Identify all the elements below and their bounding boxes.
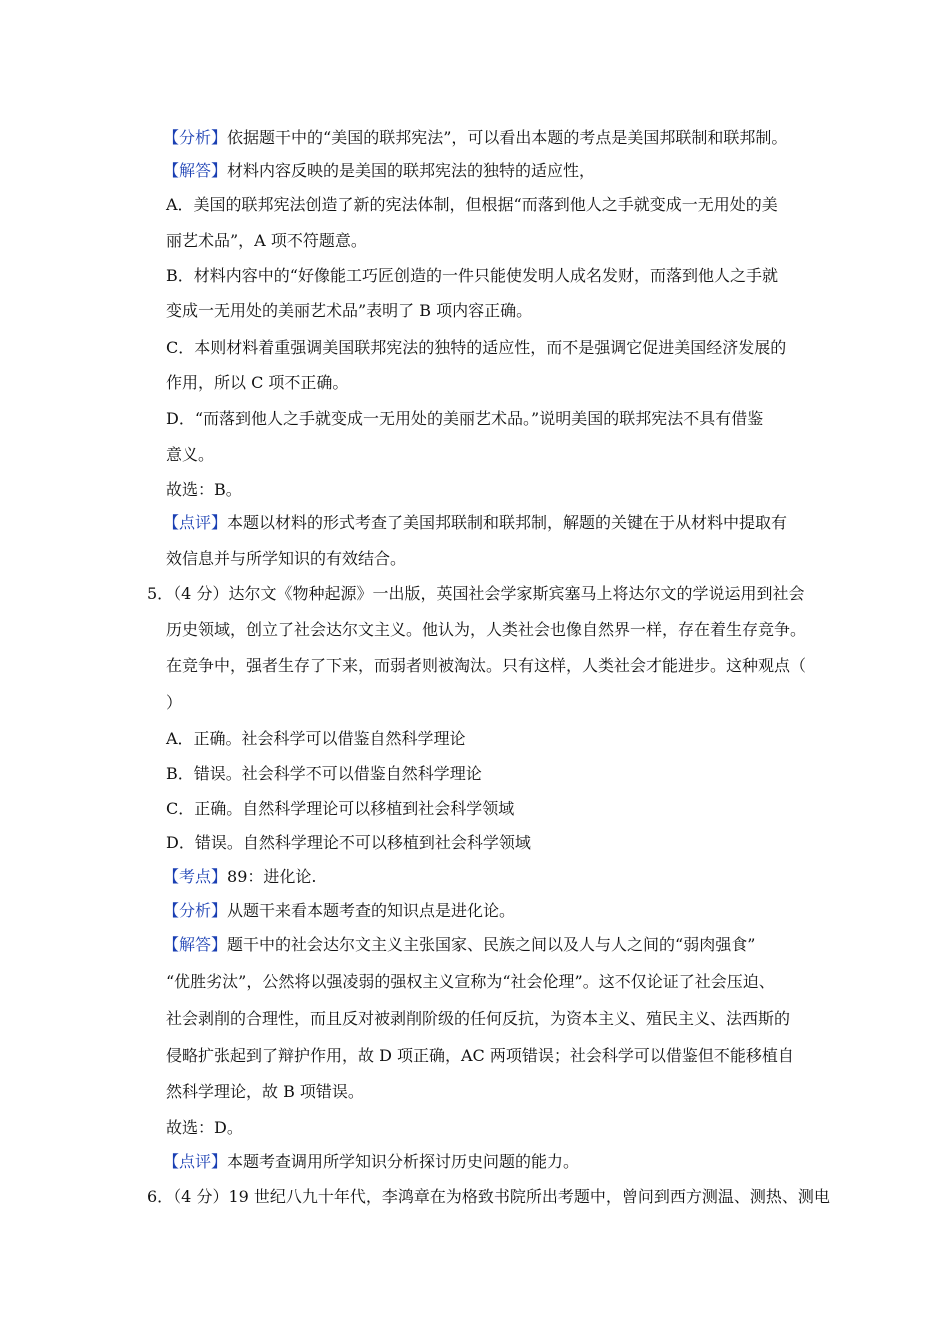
q5-option: A．正确。社会科学可以借鉴自然科学理论: [166, 729, 466, 748]
q4-comment-continued: 效信息并与所学知识的有效结合。: [166, 549, 407, 568]
q5-comment: [163, 1152, 579, 1172]
q5-analysis: [163, 901, 515, 921]
q5-stem-line: 历史领域，创立了社会达尔文主义。他认为，人类社会也像自然界一样，存在着生存竞争。: [166, 620, 807, 639]
comment-text: 本题以材料的形式考查了美国邦联制和联邦制，解题的关键在于从材料中提取有: [227, 513, 788, 532]
q4-answer: [163, 161, 595, 181]
q5-option: C．正确。自然科学理论可以移植到社会科学领域: [166, 799, 515, 818]
answer-tag: 【解答】: [163, 935, 228, 954]
q4-explanation-line: 意义。: [166, 445, 215, 464]
q4-explanation-line: 作用，所以 C 项不正确。: [166, 373, 349, 392]
q4-comment: [163, 513, 787, 533]
q5-answer-line: 社会剥削的合理性，而且反对被剥削阶级的任何反抗，为资本主义、殖民主义、法西斯的: [166, 1009, 791, 1028]
q4-choice: 故选：B。: [166, 480, 242, 499]
q5-answer-line: 然科学理论，故 B 项错误。: [166, 1082, 364, 1101]
comment-text: 本题考查调用所学知识分析探讨历史问题的能力。: [227, 1152, 580, 1171]
q5-stem-line: ）: [166, 693, 183, 712]
q5-answer-line: 侵略扩张起到了辩护作用，故 D 项正确，AC 两项错误；社会科学可以借鉴但不能移植自: [166, 1046, 794, 1065]
q4-explanation-line: C．本则材料着重强调美国联邦宪法的独特的适应性，而不是强调它促进美国经济发展的: [166, 338, 787, 357]
q4-explanation-line: A．美国的联邦宪法创造了新的宪法体制，但根据“而落到他人之手就变成一无用处的美: [166, 195, 778, 214]
q4-analysis: [163, 128, 787, 148]
q5-point: [163, 867, 316, 887]
q4-explanation-line: 变成一无用处的美丽艺术品”表明了 B 项内容正确。: [166, 301, 533, 320]
q6-stem: 6．（4 分）19 世纪八九十年代，李鸿章在为格致书院所出考题中，曾问到西方测温、测热、测电: [147, 1187, 830, 1206]
answer-text: 材料内容反映的是美国的联邦宪法的独特的适应性，: [227, 161, 596, 180]
q5-stem-line: 在竞争中，强者生存了下来，而弱者则被淘汰。只有这样，人类社会才能进步。这种观点（: [166, 656, 807, 675]
q5-choice: 故选：D。: [166, 1118, 243, 1137]
q5-stem-line: 5．（4 分）达尔文《物种起源》一出版，英国社会学家斯宾塞马上将达尔文的学说运用到社会: [147, 584, 805, 603]
q5-option: D．错误。自然科学理论不可以移植到社会科学领域: [166, 833, 531, 852]
q5-answer-line: “优胜劣汰”，公然将以强凌弱的强权主义宣称为“社会伦理”。这不仅论证了社会压迫、: [166, 972, 775, 991]
comment-tag: 【点评】: [163, 1152, 228, 1171]
analysis-tag: 【分析】: [163, 128, 228, 147]
analysis-text: 从题干来看本题考查的知识点是进化论。: [227, 901, 516, 920]
q5-answer: [163, 935, 755, 955]
q4-explanation-line: B．材料内容中的“好像能工巧匠创造的一件只能使发明人成名发财，而落到他人之手就: [166, 266, 778, 285]
q5-option: B．错误。社会科学不可以借鉴自然科学理论: [166, 764, 482, 783]
point-tag: 【考点】: [163, 867, 228, 886]
answer-text: 题干中的社会达尔文主义主张国家、民族之间以及人与人之间的“弱肉强食”: [227, 935, 756, 954]
analysis-text: 依据题干中的“美国的联邦宪法”，可以看出本题的考点是美国邦联制和联邦制。: [227, 128, 788, 147]
q4-explanation-line: D．“而落到他人之手就变成一无用处的美丽艺术品。”说明美国的联邦宪法不具有借鉴: [166, 409, 764, 428]
answer-tag: 【解答】: [163, 161, 228, 180]
q4-explanation-line: 丽艺术品”，A 项不符题意。: [166, 231, 367, 250]
point-text: 89：进化论.: [227, 867, 317, 886]
analysis-tag: 【分析】: [163, 901, 228, 920]
comment-tag: 【点评】: [163, 513, 228, 532]
